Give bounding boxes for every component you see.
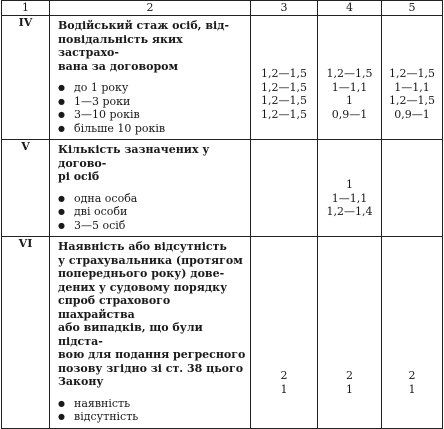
cell-value: 1 [346, 178, 353, 191]
cell-value [251, 192, 317, 206]
cell-value: 1,2—1,5 [261, 94, 307, 107]
cell-value: 1,2—1,5 [261, 80, 307, 94]
bullet-icon: ● [58, 207, 65, 216]
column-3-values [251, 140, 318, 237]
list-item: ● більше 10 років [58, 121, 166, 135]
bullet-icon: ● [58, 110, 65, 119]
cell-value: 0,9—1 [331, 107, 368, 121]
title-line: Водійський стаж осіб, від- [58, 19, 230, 32]
list-item: ● 3—10 років [58, 108, 140, 121]
column-4-values [318, 16, 382, 140]
cell-value [382, 205, 442, 219]
section-title [50, 237, 250, 389]
cell-value: 1—1,1 [331, 191, 368, 205]
list-item: ● наявність [58, 396, 131, 410]
cell-value: 1 [346, 94, 353, 107]
title-line: позову згідно зі ст. 38 цього [58, 361, 244, 375]
column-5-values [382, 237, 443, 429]
list-item: ● одна особа [58, 191, 138, 205]
cell-value [251, 178, 317, 192]
bullet-icon: ● [58, 96, 65, 106]
list-item: ● до 1 року [58, 81, 129, 94]
list-item: ● 3—5 осіб [58, 218, 126, 232]
header-col-5: 5 [382, 1, 443, 16]
column-5-values [382, 16, 443, 140]
column-3-values [251, 16, 318, 140]
column-3-values [251, 237, 318, 429]
title-line: Закону [58, 375, 104, 388]
cell-value: 0,9—1 [394, 107, 430, 121]
cell-value: 1,2—1,5 [261, 67, 307, 80]
cell-value: 2 [346, 369, 353, 382]
section-number: IV [2, 16, 50, 140]
cell-value [251, 205, 317, 219]
cell-value: 1 [280, 382, 288, 396]
section-row-v [2, 140, 443, 237]
bullet-icon: ● [58, 412, 65, 421]
header-row [2, 1, 443, 16]
cell-value [382, 178, 442, 192]
cell-value: 1 [346, 382, 353, 396]
header-col-2: 2 [50, 1, 251, 16]
title-line: дених у судовому порядку [58, 280, 228, 294]
bullet-icon: ● [58, 83, 65, 92]
title-line: вою для подання регресного [58, 348, 246, 361]
section-number: V [2, 140, 50, 237]
bullet-icon: ● [58, 193, 65, 203]
section-title [50, 16, 250, 73]
header-col-4: 4 [318, 1, 382, 16]
cell-value: 2 [280, 369, 288, 382]
bullet-icon: ● [58, 123, 65, 133]
title-line: вана за договором [58, 59, 179, 73]
title-line: у страхувальника (протягом [58, 253, 243, 267]
title-line: Кількість зазначених у догово- [58, 143, 210, 170]
header-col-1: 1 [2, 1, 50, 16]
title-line: повідальність яких застрахо- [58, 32, 183, 59]
list-item: ● відсутність [58, 410, 139, 423]
cell-value: 1,2—1,5 [326, 67, 373, 80]
list-item: ● дві особи [58, 205, 128, 218]
section-title [50, 140, 250, 184]
cell-value [382, 192, 442, 206]
list-item: ● 1—3 роки [58, 94, 131, 108]
section-row-vi [2, 237, 443, 429]
title-line: рі осіб [58, 170, 100, 183]
column-4-values [318, 237, 382, 429]
title-line: попереднього року) дове- [58, 267, 225, 280]
title-line: або випадків, що були підста- [58, 321, 203, 348]
coefficient-table [1, 0, 443, 429]
cell-value: 1,2—1,5 [389, 94, 435, 107]
title-line: спроб страхового шахрайства [58, 294, 171, 321]
title-line: Наявність або відсутність [58, 240, 227, 253]
cell-value: 1—1,1 [331, 80, 368, 94]
bullet-icon: ● [58, 220, 65, 230]
section-number: VI [2, 237, 50, 429]
section-row-iv [2, 16, 443, 140]
cell-value: 1,2—1,4 [326, 205, 373, 218]
section-description [50, 237, 251, 429]
cell-value: 2 [408, 369, 416, 382]
cell-value: 1,2—1,5 [261, 107, 307, 121]
bullet-icon: ● [58, 398, 65, 408]
cell-value: 1 [408, 382, 416, 396]
cell-value: 1,2—1,5 [389, 67, 435, 80]
column-4-values [318, 140, 382, 237]
cell-value: 1—1,1 [394, 80, 430, 94]
section-description [50, 140, 251, 237]
column-5-values [382, 140, 443, 237]
header-col-3: 3 [251, 1, 318, 16]
section-description [50, 16, 251, 140]
